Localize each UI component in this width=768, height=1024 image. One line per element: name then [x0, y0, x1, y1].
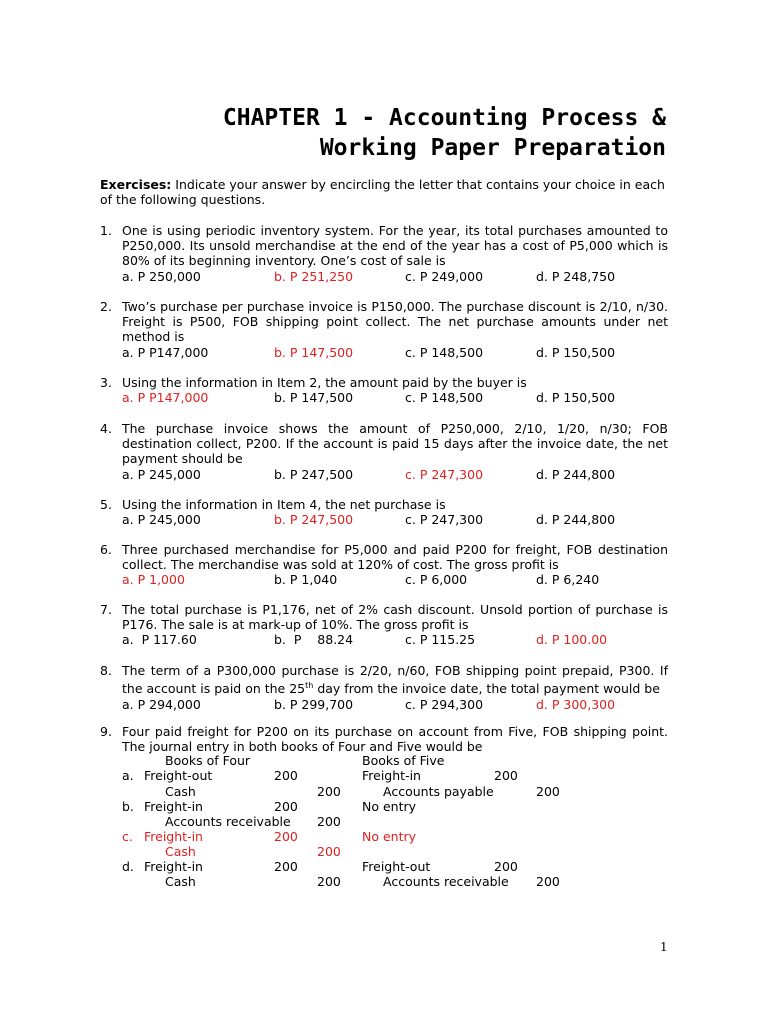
- question-number: 9.: [100, 724, 112, 739]
- question-stem-part: The term of a P300,000 purchase is 2/20, n/60, FOB shipping point prepaid, P300. If the account is paid on the 25: [122, 663, 668, 697]
- ordinal-suffix: th: [305, 681, 314, 691]
- option-b: b. P 247,500: [274, 466, 354, 482]
- question-4: [100, 421, 668, 482]
- question-5: [100, 497, 668, 527]
- four-debit-account: Freight-in: [144, 829, 203, 844]
- question-number: 5.: [100, 497, 112, 512]
- option-a-letter: a.: [122, 768, 134, 783]
- question-9: [100, 724, 668, 754]
- question-stem: Two’s purchase per purchase invoice is P150,000. The purchase discount is 2/10, n/30. Freight is P500, FOB shipping point collect. The net purchase amounts under net method is: [122, 299, 668, 345]
- five-entry: No entry: [362, 799, 417, 814]
- option-c: c. P 247,300: [405, 512, 484, 528]
- option-c: c. P 294,300: [405, 696, 484, 712]
- answer-options: [100, 512, 668, 527]
- answer-options: [100, 572, 668, 587]
- exercises-intro: [100, 177, 668, 207]
- question-stem: Using the information in Item 2, the amount paid by the buyer is: [122, 375, 527, 390]
- question-stem: [122, 663, 668, 697]
- journal-entry-options: [100, 753, 660, 893]
- five-credit-account: Accounts payable: [383, 784, 494, 799]
- four-credit-account: Accounts receivable: [165, 814, 291, 829]
- four-credit-account: Cash: [165, 784, 196, 799]
- option-a: a. P 117.60: [122, 632, 197, 648]
- question-6: [100, 542, 668, 588]
- question-number: 6.: [100, 542, 112, 557]
- four-debit-amount: 200: [274, 768, 298, 783]
- option-a: a. P 294,000: [122, 696, 201, 712]
- five-credit-amount: 200: [536, 874, 560, 889]
- option-c: c. P 6,000: [405, 572, 468, 588]
- option-a-answer: a. P P147,000: [122, 390, 209, 406]
- question-stem: The total purchase is P1,176, net of 2% cash discount. Unsold portion of purchase is P176. The sale is at mark-up of 10%. The gross profit is: [122, 602, 668, 633]
- option-c: c. P 115.25: [405, 632, 476, 648]
- answer-options: [100, 345, 668, 360]
- option-d: d. P 6,240: [536, 572, 600, 588]
- answer-options: [100, 467, 668, 482]
- answer-options: [100, 632, 668, 647]
- option-d-letter: d.: [122, 859, 134, 874]
- chapter-title-line-1: CHAPTER 1 - Accounting Process &: [222, 105, 666, 131]
- option-d-answer: d. P 300,300: [536, 696, 616, 712]
- five-credit-account: Accounts receivable: [383, 874, 509, 889]
- option-a: a. P 245,000: [122, 512, 201, 528]
- option-a: a. P 250,000: [122, 268, 201, 284]
- option-b-answer: b. P 251,250: [274, 268, 354, 284]
- five-debit-account: Freight-in: [362, 768, 421, 783]
- option-b: b. P 1,040: [274, 572, 338, 588]
- option-c: c. P 148,500: [405, 390, 484, 406]
- option-a: a. P 245,000: [122, 466, 201, 482]
- option-b: b. P 147,500: [274, 390, 354, 406]
- option-b: b. P 88.24: [274, 632, 354, 648]
- question-stem: Four paid freight for P200 on its purchase on account from Five, FOB shipping point. The journal entry in both books of Four and Five would be: [122, 724, 668, 755]
- five-debit-amount: 200: [494, 768, 518, 783]
- question-stem: Three purchased merchandise for P5,000 and paid P200 for freight, FOB destination collect. The merchandise was sold at 120% of cost. The gross profit is: [122, 542, 668, 573]
- answer-options: [100, 390, 668, 405]
- option-d: d. P 244,800: [536, 466, 616, 482]
- four-debit-account: Freight-in: [144, 799, 203, 814]
- option-b-letter: b.: [122, 799, 134, 814]
- five-credit-amount: 200: [536, 784, 560, 799]
- question-number: 8.: [100, 663, 112, 678]
- option-c-letter-answer: c.: [122, 829, 133, 844]
- question-3: [100, 375, 668, 405]
- four-debit-amount: 200: [274, 859, 298, 874]
- option-b: b. P 299,700: [274, 696, 354, 712]
- option-d: d. P 248,750: [536, 268, 616, 284]
- four-credit-amount: 200: [317, 844, 341, 859]
- four-debit-amount: 200: [274, 829, 298, 844]
- question-2: [100, 299, 668, 360]
- question-stem: One is using periodic inventory system. For the year, its total purchases amounted to P250,000. Its unsold merchandise at the end of the year has a cost of P5,000 which is 80% of its beginning inventory. One’s cost of sale is: [122, 223, 668, 269]
- answer-options: [100, 269, 668, 284]
- option-c-answer: c. P 247,300: [405, 466, 484, 482]
- four-debit-amount: 200: [274, 799, 298, 814]
- header-books-of-five: Books of Five: [362, 753, 445, 768]
- question-8: [100, 663, 668, 712]
- question-number: 3.: [100, 375, 112, 390]
- option-d-answer: d. P 100.00: [536, 632, 608, 648]
- option-a-answer: a. P 1,000: [122, 572, 185, 588]
- four-credit-amount: 200: [317, 814, 341, 829]
- question-number: 4.: [100, 421, 112, 436]
- question-stem: The purchase invoice shows the amount of P250,000, 2/10, 1/20, n/30; FOB destination collect, P200. If the account is paid 15 days after the invoice date, the net payment should be: [122, 421, 668, 467]
- answer-options: [100, 697, 668, 712]
- option-b-answer: b. P 247,500: [274, 512, 354, 528]
- four-credit-amount: 200: [317, 784, 341, 799]
- question-number: 7.: [100, 602, 112, 617]
- five-entry: No entry: [362, 829, 417, 844]
- exercises-label: Exercises:: [100, 177, 172, 192]
- page-number: 1: [660, 940, 668, 954]
- question-stem-part: day from the invoice date, the total payment would be: [313, 681, 660, 697]
- option-c: c. P 148,500: [405, 344, 484, 360]
- chapter-title-line-2: Working Paper Preparation: [319, 135, 666, 161]
- option-d: d. P 244,800: [536, 512, 616, 528]
- option-d: d. P 150,500: [536, 344, 616, 360]
- question-stem: Using the information in Item 4, the net purchase is: [122, 497, 446, 512]
- question-1: [100, 223, 668, 284]
- question-7: [100, 602, 668, 648]
- four-credit-amount: 200: [317, 874, 341, 889]
- question-number: 2.: [100, 299, 112, 314]
- four-debit-account: Freight-out: [144, 768, 213, 783]
- four-credit-account: Cash: [165, 844, 196, 859]
- option-b-answer: b. P 147,500: [274, 344, 354, 360]
- five-debit-amount: 200: [494, 859, 518, 874]
- option-c: c. P 249,000: [405, 268, 484, 284]
- option-d: d. P 150,500: [536, 390, 616, 406]
- four-credit-account: Cash: [165, 874, 196, 889]
- header-books-of-four: Books of Four: [165, 753, 251, 768]
- five-debit-account: Freight-out: [362, 859, 431, 874]
- exercises-instructions: Indicate your answer by encircling the letter that contains your choice in each of the following questions.: [100, 177, 665, 207]
- four-debit-account: Freight-in: [144, 859, 203, 874]
- option-a: a. P P147,000: [122, 344, 209, 360]
- question-number: 1.: [100, 223, 112, 238]
